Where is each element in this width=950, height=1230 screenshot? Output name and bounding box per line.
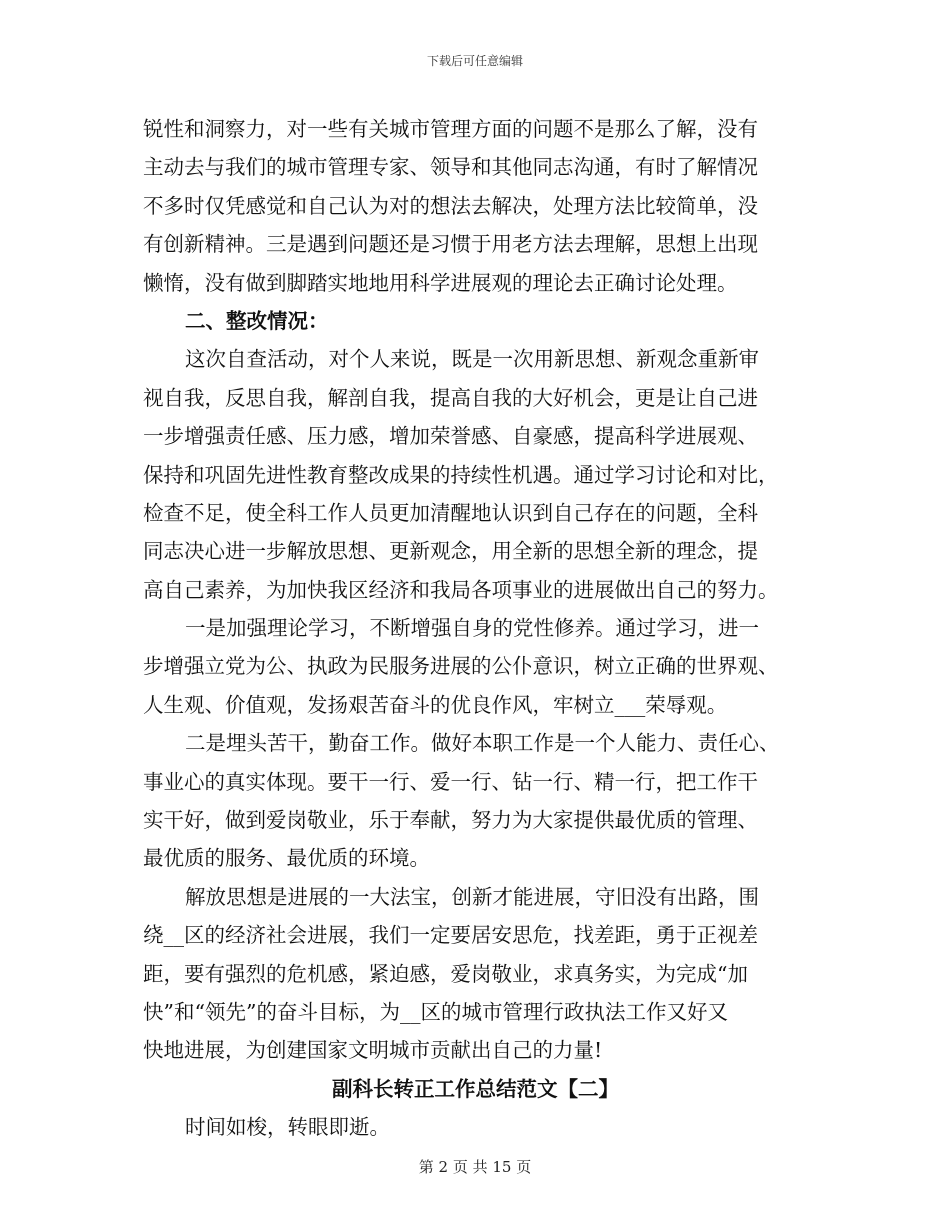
body-line: 检查不足，使全科工作人员更加清醒地认识到自己存在的问题，全科 bbox=[143, 500, 758, 525]
document-body bbox=[143, 110, 808, 1147]
body-line: 同志决心进一步解放思想、更新观念，用全新的思想全新的理念，提 bbox=[143, 539, 758, 564]
body-line: 绕__区的经济社会进展，我们一定要居安思危，找差距，勇于正视差 bbox=[143, 923, 758, 948]
body-line: 主动去与我们的城市管理专家、领导和其他同志沟通，有时了解情况 bbox=[143, 155, 758, 180]
body-line: 最优质的服务、最优质的环境。 bbox=[143, 846, 430, 871]
document-subtitle: 副科长转正工作总结范文【二】 bbox=[332, 1076, 619, 1101]
body-line: 锐性和洞察力，对一些有关城市管理方面的问题不是那么了解，没有 bbox=[143, 117, 758, 141]
body-line: 事业心的真实体现。要干一行、爱一行、钻一行、精一行，把工作干 bbox=[143, 769, 758, 794]
body-line: 高自己素养，为加快我区经济和我局各项事业的进展做出自己的努力。 bbox=[143, 577, 779, 602]
paragraph-start: 这次自查活动，对个人来说，既是一次用新思想、新观念重新审 bbox=[185, 347, 759, 372]
body-line: 视自我，反思自我，解剖自我，提高自我的大好机会，更是让自己进 bbox=[143, 385, 758, 410]
body-line: 一步增强责任感、压力感，增加荣誉感、自豪感，提高科学进展观、 bbox=[143, 424, 758, 449]
body-line: 快”和“领先”的奋斗目标，为__区的城市管理行政执法工作又好又 bbox=[143, 999, 728, 1024]
body-line: 不多时仅凭感觉和自己认为对的想法去解决，处理方法比较简单，没 bbox=[143, 193, 758, 218]
body-line: 步增强立党为公、执政为民服务进展的公仆意识，树立正确的世界观、 bbox=[143, 654, 779, 679]
body-line: 快地进展，为创建国家文明城市贡献出自己的力量! bbox=[143, 1038, 603, 1063]
paragraph-start: 一是加强理论学习，不断增强自身的党性修养。通过学习，进一 bbox=[185, 616, 759, 641]
body-line: 距，要有强烈的危机感，紧迫感，爱岗敬业，求真务实，为完成“加 bbox=[143, 961, 748, 986]
body-line: 实干好，做到爱岗敬业，乐于奉献，努力为大家提供最优质的管理、 bbox=[143, 808, 758, 833]
header-note: 下载后可任意编辑 bbox=[426, 54, 523, 68]
body-line: 人生观、价值观，发扬艰苦奋斗的优良作风，牢树立___荣辱观。 bbox=[143, 692, 728, 717]
section-heading: 二、整改情况： bbox=[185, 308, 329, 333]
body-line: 有创新精神。三是遇到问题还是习惯于用老方法去理解，思想上出现 bbox=[143, 232, 758, 257]
body-line: 保持和巩固先进性教育整改成果的持续性机遇。通过学习讨论和对比， bbox=[143, 462, 779, 487]
paragraph-start: 解放思想是进展的一大法宝，创新才能进展，守旧没有出路，围 bbox=[185, 884, 759, 909]
paragraph-start: 二是埋头苦干，勤奋工作。做好本职工作是一个人能力、责任心、 bbox=[185, 731, 780, 756]
page-number: 第 2 页 共 15 页 bbox=[418, 1158, 532, 1176]
paragraph-start: 时间如梭，转眼即逝。 bbox=[185, 1115, 390, 1140]
body-line: 懒惰，没有做到脚踏实地地用科学进展观的理论去正确讨论处理。 bbox=[143, 270, 738, 295]
